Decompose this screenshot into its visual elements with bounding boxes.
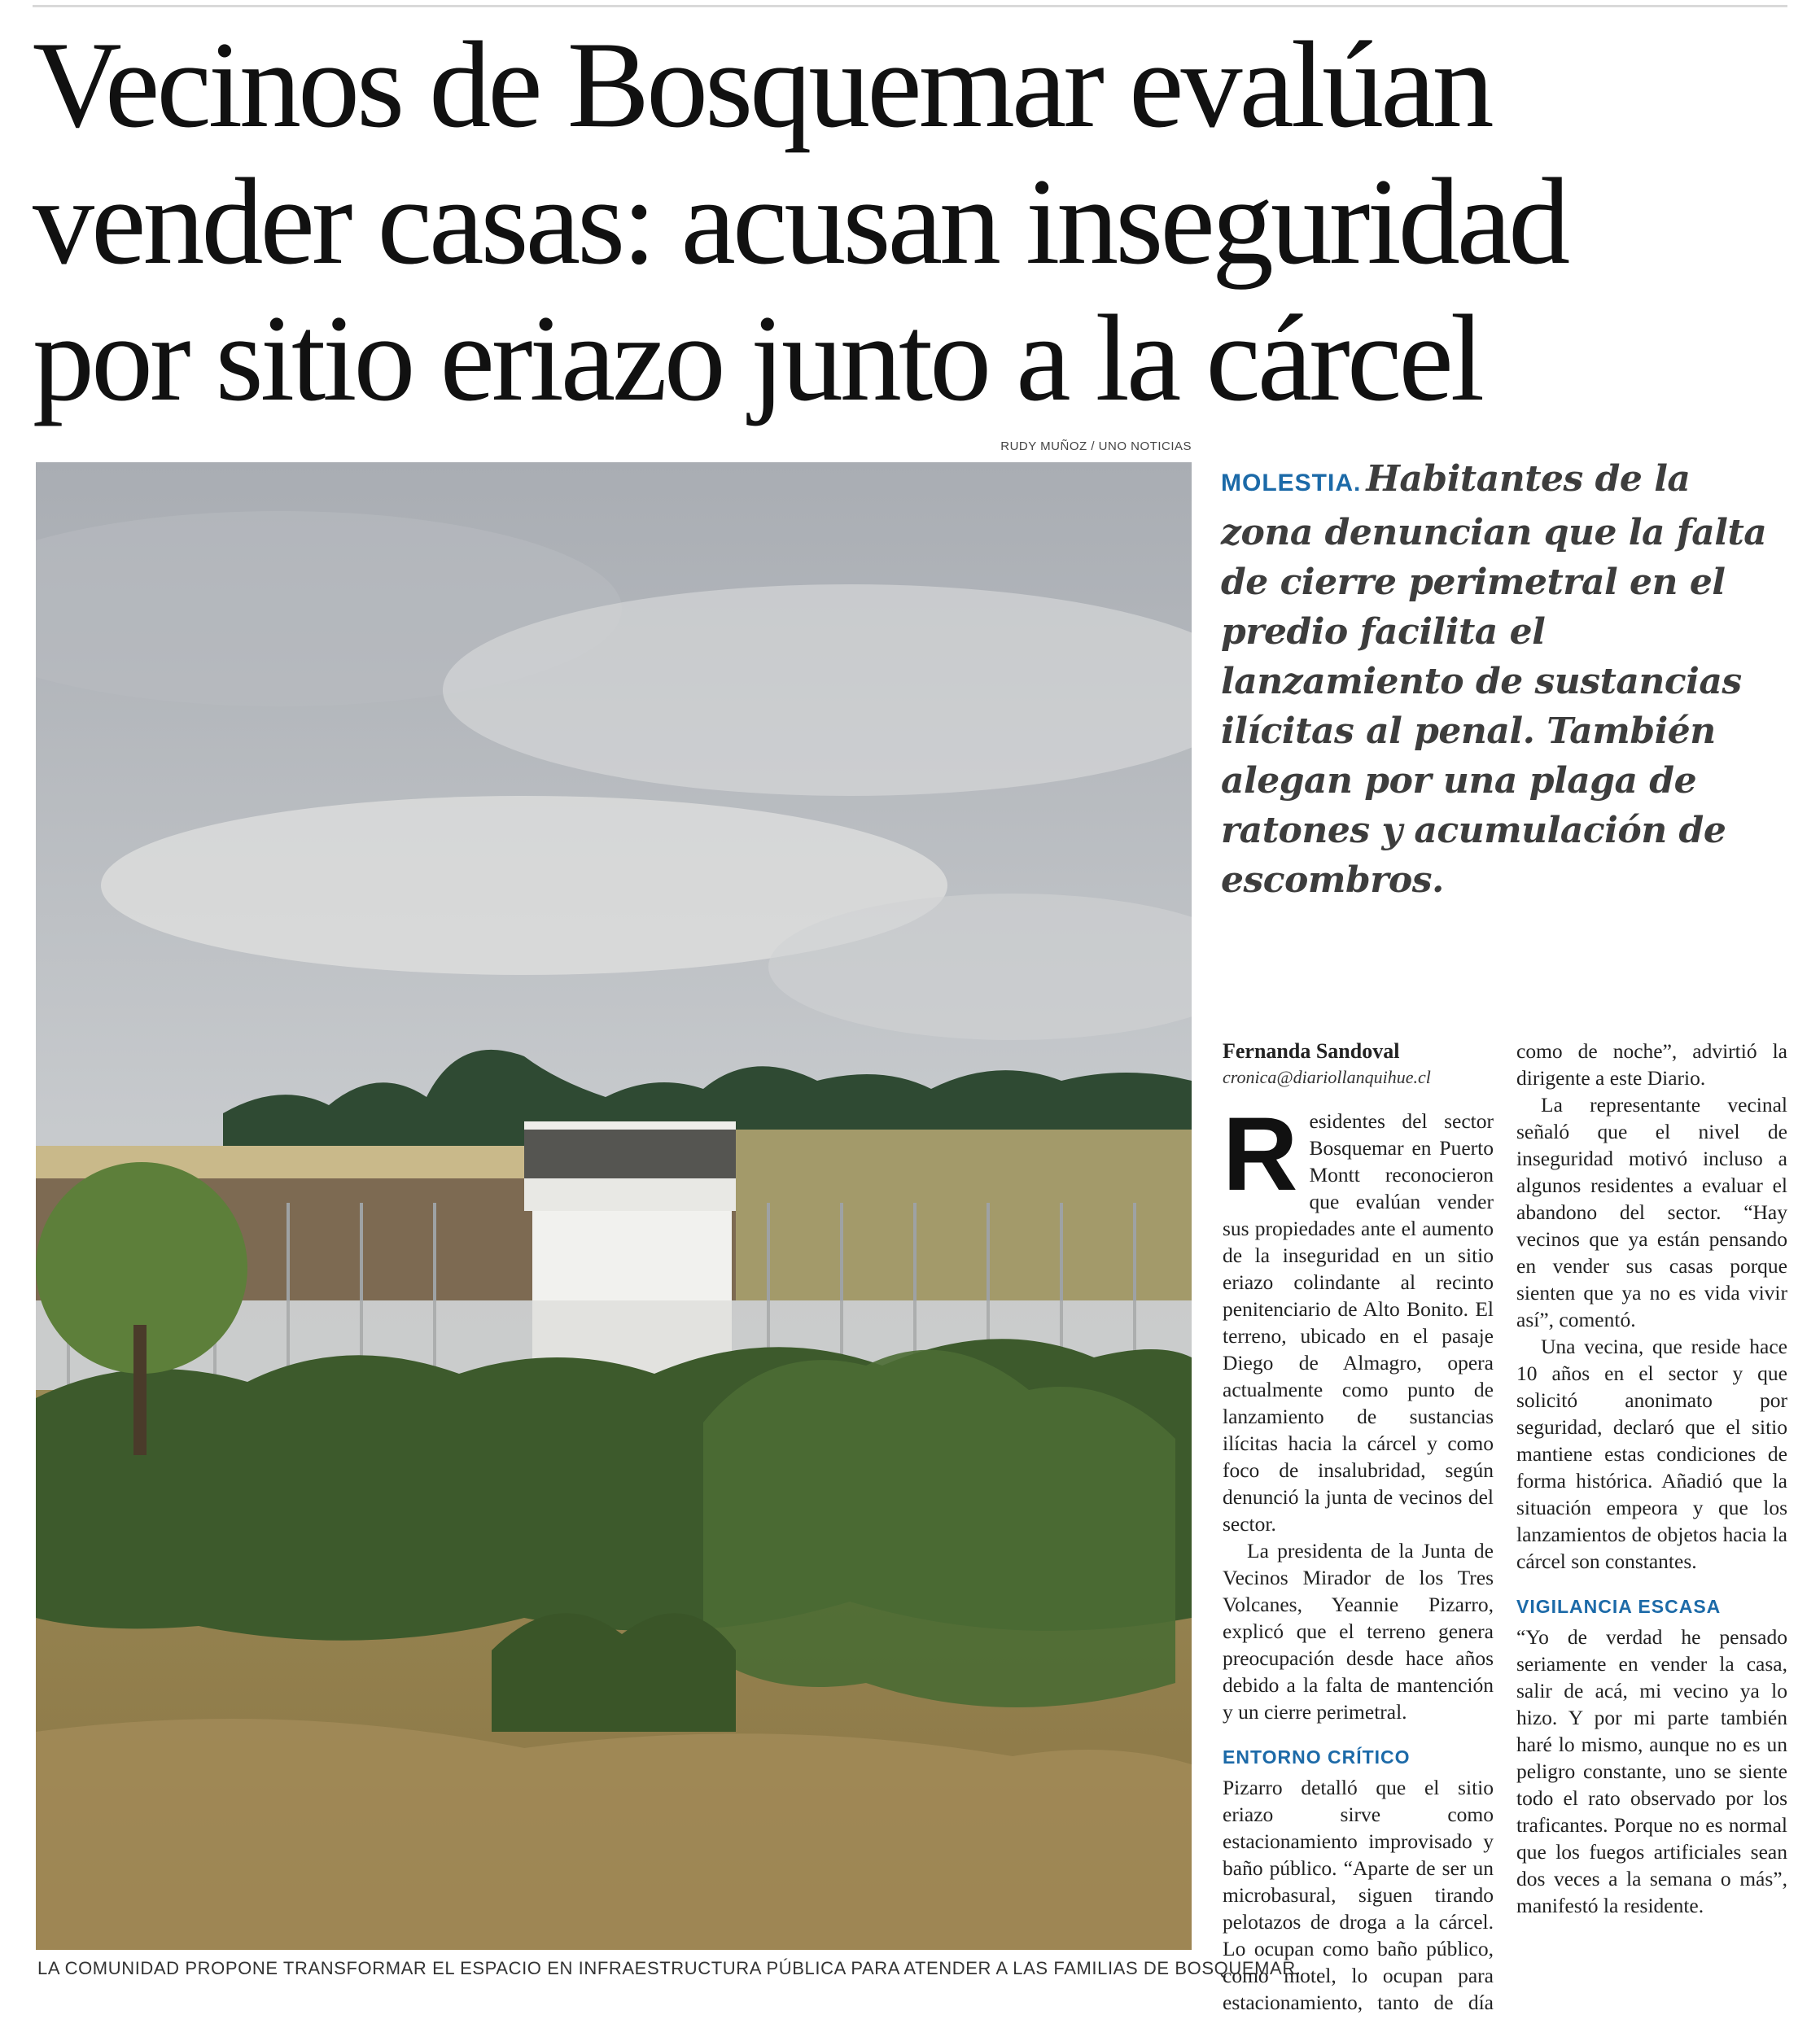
paragraph-3: Pizarro detalló que el sitio eriazo sirve como estacionamiento improvisado y baño público. “Aparte de ser un microbasural, siguen tirando pelotazos de droga a la cárcel. Lo ocupan como baño público, como motel, lo ocupan para estacionamiento, tanto de día como de noche”, advirtió la dirigente a este Diario. [1223,1039,1787,2014]
subhead-vigilancia-escasa: VIGILANCIA ESCASA [1516,1596,1722,1617]
lede-text: Habitantes de la zona denuncian que la falta de cierre perimetral en el predio facilita el lanzamiento de sustancias ilícitas al penal. También alegan por una plaga de ratones y acumulación de escombros. [1221,458,1767,901]
paragraph-1-text: esidentes del sector Bosquemar en Puerto Montt reconocieron que evalúan vender sus propiedades ante el aumento de la inseguridad en un sitio eriazo colindante al recinto penitenciario de Alto Bonito. El terreno, ubicado en el pasaje Diego de Almagro, opera actualmente como punto de lanzamiento de sustancias ilícitas hacia la cárcel y como foco de insalubridad, según denunció la junta de vecinos del sector. [1223,1109,1494,1536]
top-rule [33,5,1787,7]
paragraph-4: La representante vecinal señaló que el nivel de inseguridad motivó incluso a algunos residentes a evaluar el abandono del sector. “Hay vecinos que ya están pensando en vender sus casas porque sienten que ya no es vida vivir así”, comentó. [1516,1093,1787,1331]
paragraph-1 [1223,1096,1494,1537]
byline: Fernanda Sandoval [1223,1039,1400,1063]
photo-credit: RUDY MUÑOZ / UNO NOTICIAS [1000,439,1192,453]
drop-cap: R [1223,1096,1298,1213]
lede [1221,454,1783,905]
lede-kicker: MOLESTIA. [1221,470,1362,496]
headline-line-1: Vecinos de Bosquemar evalúan [33,16,1491,153]
paragraph-5: Una vecina, que reside hace 10 años en el sector y que solicitó anonimato por seguridad, declaró que el sitio mantiene estas condiciones de forma histórica. Añadió que la situación empeora y que los lanzamientos de objetos hacia la cárcel son constantes. [1516,1335,1787,1573]
article-body [1223,1038,1787,2018]
paragraph-6: “Yo de verdad he pensado seriamente en vender la casa, salir de acá, mi vecino ya lo hizo. Y por mi parte también haré lo mismo, aunque no es un peligro constante, uno se siente todo el rato observado por los traficantes. Porque no es normal que los fuegos artificiales sean dos veces a la semana o más”, manifestó la residente. [1516,1625,1787,1917]
paragraph-2: La presidenta de la Junta de Vecinos Mirador de los Tres Volcanes, Yeannie Pizarro, explicó que el terreno genera preocupación desde hace años debido a la falta de mantención y un cierre perimetral. [1223,1539,1494,1724]
subhead-entorno-critico: ENTORNO CRÍTICO [1223,1746,1411,1768]
headline [33,16,1799,426]
headline-line-3: por sitio eriazo junto a la cárcel [33,290,1482,426]
article-photo [36,462,1192,1950]
headline-line-2: vender casas: acusan inseguridad [33,153,1568,290]
photo-caption: LA COMUNIDAD PROPONE TRANSFORMAR EL ESPACIO EN INFRAESTRUCTURA PÚBLICA PARA ATENDER A LAS FAMILIAS DE BOSQUEMAR. [37,1958,1302,1978]
author-email: cronica@diariollanquihue.cl [1223,1067,1431,1087]
